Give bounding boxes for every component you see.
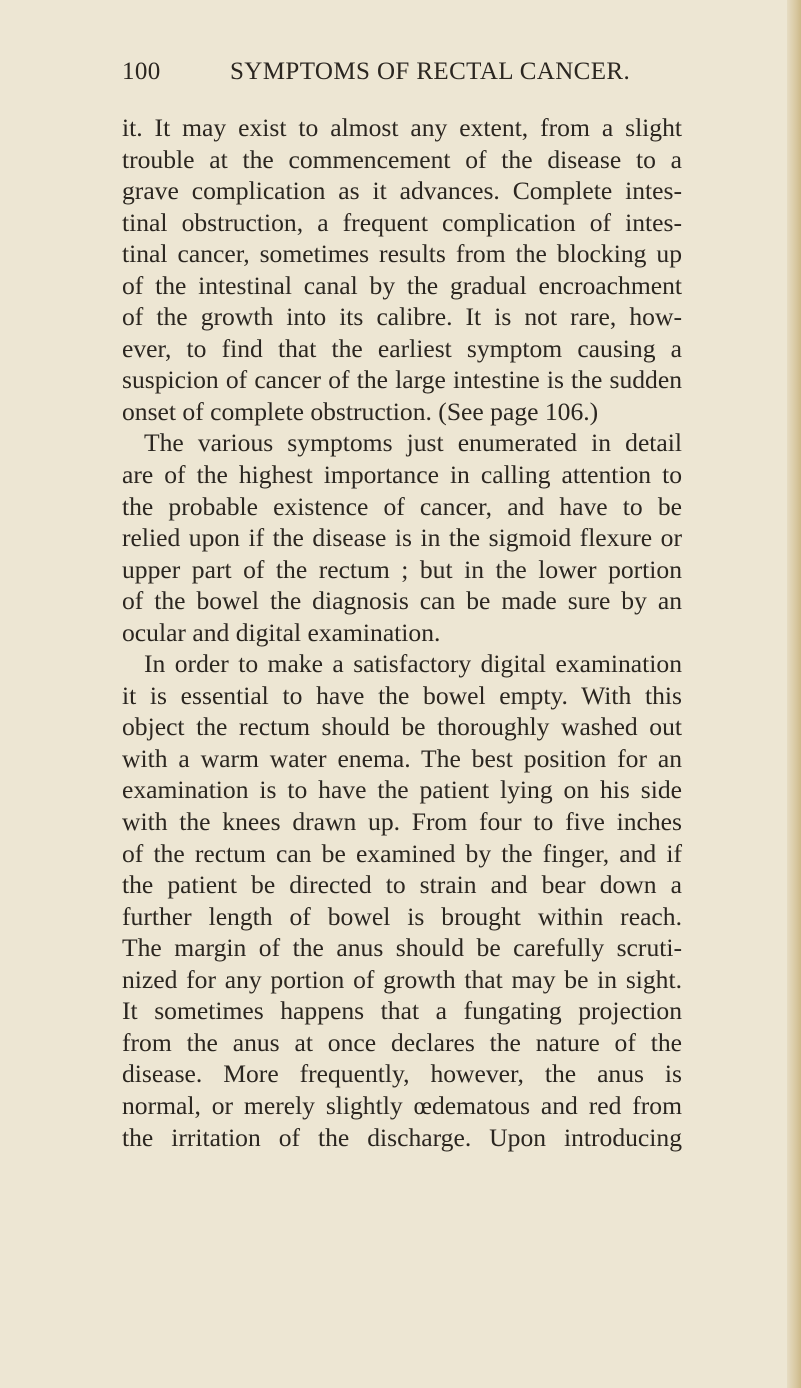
text-line: from the anus at once declares the nature of the bbox=[122, 1027, 682, 1057]
text-line: of the rectum can be examined by the finger, and if bbox=[122, 838, 682, 868]
text-line: In order to make a satisfactory digital examination bbox=[144, 649, 682, 679]
text-line: The margin of the anus should be carefully scruti- bbox=[122, 933, 682, 963]
text-line: of the intestinal canal by the gradual encroachment bbox=[122, 270, 682, 300]
text-line: examination is to have the patient lying on his side bbox=[122, 775, 682, 805]
text-line: grave complication as it advances. Complete intes- bbox=[122, 176, 682, 206]
text-line: further length of bowel is brought within reach. bbox=[122, 901, 682, 931]
text-line: disease. More frequently, however, the anus is bbox=[122, 1059, 682, 1089]
text-line: ever, to find that the earliest symptom causing a bbox=[122, 333, 682, 363]
text-line: The various symptoms just enumerated in detail bbox=[144, 428, 682, 458]
text-line: nized for any portion of growth that may be in sight. bbox=[122, 964, 682, 994]
text-line: the probable existence of cancer, and have to be bbox=[122, 491, 682, 521]
text-line: ocular and digital examination. bbox=[122, 617, 441, 647]
page-edge bbox=[787, 0, 801, 1388]
body-text bbox=[122, 112, 682, 1153]
text-line: normal, or merely slightly œdematous and red from bbox=[122, 1090, 682, 1120]
text-line: trouble at the commencement of the disease to a bbox=[122, 144, 682, 174]
text-line: are of the highest importance in calling attention to bbox=[122, 460, 682, 490]
text-line: the patient be directed to strain and bear down a bbox=[122, 870, 682, 900]
text-line: object the rectum should be thoroughly washed out bbox=[122, 712, 682, 742]
text-line: it is essential to have the bowel empty. With this bbox=[122, 680, 682, 710]
text-line: relied upon if the disease is in the sigmoid flexure or bbox=[122, 523, 682, 553]
text-line: of the bowel the diagnosis can be made sure by an bbox=[122, 586, 682, 616]
text-line: It sometimes happens that a fungating projection bbox=[122, 996, 682, 1026]
text-line: the irritation of the discharge. Upon introducing bbox=[122, 1122, 682, 1152]
text-line: with a warm water enema. The best position for an bbox=[122, 743, 682, 773]
text-line: it. It may exist to almost any extent, from a slight bbox=[122, 113, 682, 142]
page-header bbox=[122, 58, 682, 92]
text-line: of the growth into its calibre. It is not rare, how- bbox=[122, 302, 682, 332]
running-head: SYMPTOMS OF RECTAL CANCER. bbox=[230, 58, 631, 85]
text-line: tinal cancer, sometimes results from the blocking up bbox=[122, 239, 682, 269]
text-line: upper part of the rectum ; but in the lower portion bbox=[122, 554, 682, 584]
page-number: 100 bbox=[122, 58, 161, 85]
text-line: suspicion of cancer of the large intestine is the sudden bbox=[122, 365, 682, 395]
text-line: onset of complete obstruction. (See page 106.) bbox=[122, 396, 599, 426]
text-line: with the knees drawn up. From four to five inches bbox=[122, 807, 682, 837]
text-line: tinal obstruction, a frequent complication of intes- bbox=[122, 207, 682, 237]
